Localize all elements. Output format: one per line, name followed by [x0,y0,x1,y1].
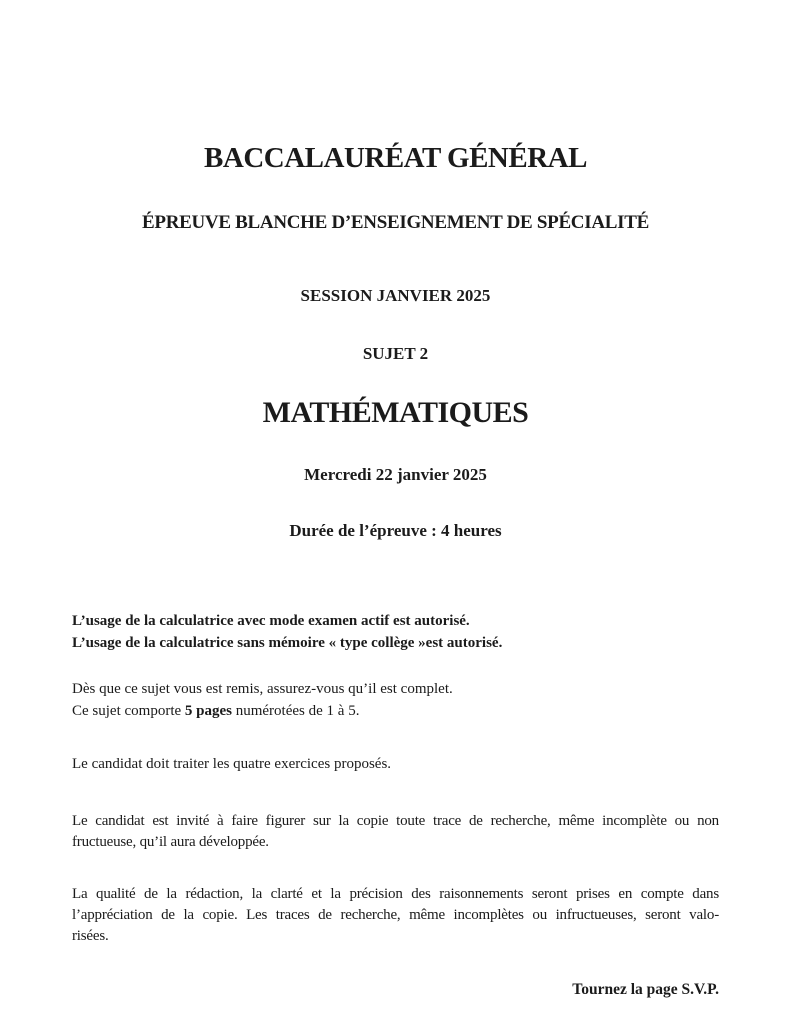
research-notice-line2: fructueuse, qu’il aura développée. [72,834,269,850]
subject-title: MATHÉMATIQUES [262,396,529,429]
page-count-line [72,700,719,722]
calculator-notice-line2: L’usage de la calculatrice sans mémoire « type collège »est autorisé. [72,635,503,651]
calculator-notice-line1: L’usage de la calculatrice avec mode examen actif est autorisé. [72,613,470,629]
page-count-prefix: Ce sujet comporte [72,703,185,719]
exam-duration: Durée de l’épreuve : 4 heures [289,521,502,540]
sujet-number: SUJET 2 [362,344,429,363]
quality-notice-line3: risées. [72,928,109,944]
completeness-notice [72,678,719,722]
page-count-suffix: numérotées de 1 à 5. [231,703,360,719]
session-line: SESSION JANVIER 2025 [300,286,491,305]
page-count-bold: 5 pages [184,703,232,719]
quality-notice [72,884,719,947]
research-notice [72,811,719,853]
completeness-line: Dès que ce sujet vous est remis, assurez-vous qu’il est complet. [72,681,453,697]
research-notice-line1: Le candidat est invité à faire figurer sur la copie toute trace de recherche, même incomplète ou non [72,813,719,829]
quality-notice-line2: l’appréciation de la copie. Les traces de recherche, même incomplètes ou infructueuses, seront valo- [72,907,719,923]
exercises-notice: Le candidat doit traiter les quatre exercices proposés. [72,756,392,772]
exam-date: Mercredi 22 janvier 2025 [304,465,487,484]
quality-notice-line1: La qualité de la rédaction, la clarté et la précision des raisonnements seront prises en compte dans [72,886,719,902]
turn-page-instruction: Tournez la page S.V.P. [572,981,719,998]
calculator-notice [72,610,719,654]
page-title: BACCALAURÉAT GÉNÉRAL [204,142,587,174]
page-subtitle: ÉPREUVE BLANCHE D’ENSEIGNEMENT DE SPÉCIALITÉ [142,212,649,233]
